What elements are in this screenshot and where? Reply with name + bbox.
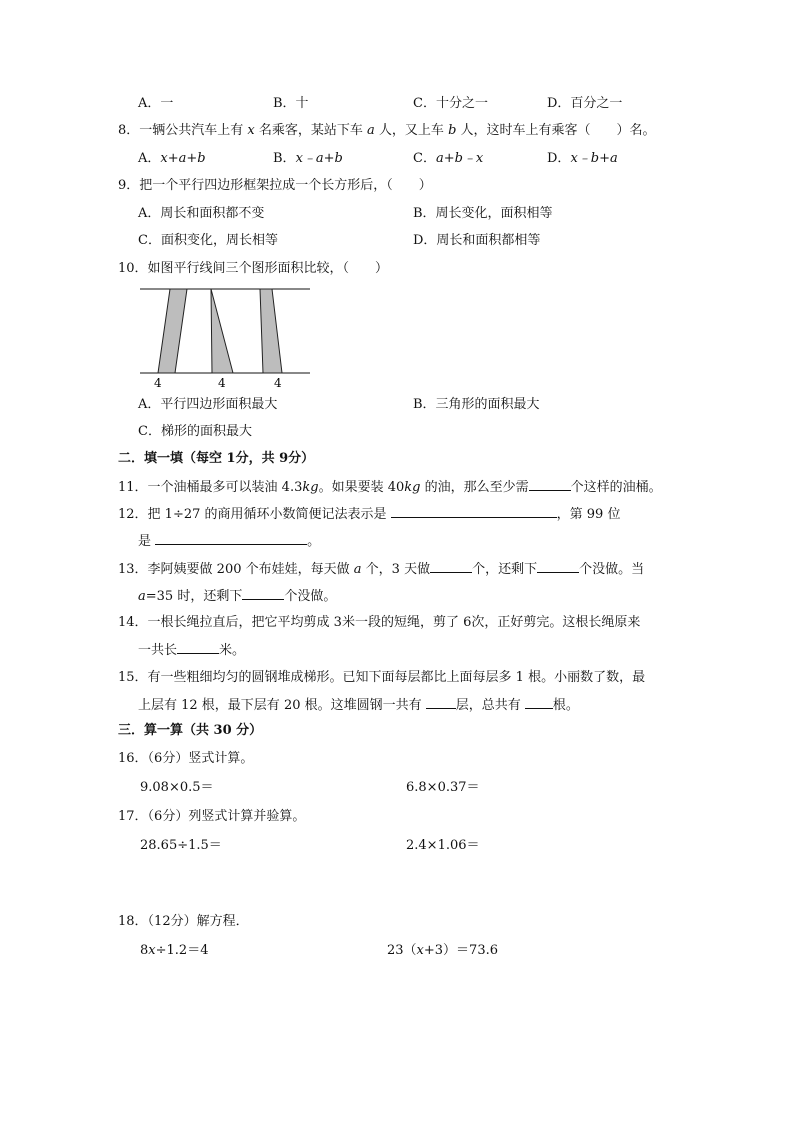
- triangle-shape: [211, 289, 233, 373]
- q10-question: 10．如图平行线间三个图形面积比较，（ ）: [118, 261, 389, 276]
- q16-question: 16．（6分）竖式计算。: [118, 751, 254, 766]
- q8-option-d: D．x﹣b+a: [547, 151, 618, 166]
- q7-option-a: A．一: [138, 96, 174, 111]
- q10-option-c: C．梯形的面积最大: [138, 424, 252, 439]
- q15-answer-blank-2[interactable]: [525, 697, 553, 709]
- parallelogram-shape: [158, 289, 187, 373]
- q8-option-a: A．x+a+b: [138, 151, 206, 166]
- q11-answer-blank[interactable]: [529, 479, 571, 491]
- q12-question: 12．把 1÷27 的商用循环小数简便记法表示是 ，第 99 位: [118, 507, 621, 522]
- q11-question: 11．一个油桶最多可以装油 4.3kg。如果要装 40kg 的油，那么至少需 个这样的油桶。: [118, 480, 662, 495]
- q12-question-line2: 是 。: [138, 534, 321, 549]
- section-3-title: 三．算一算（共 30 分）: [118, 723, 263, 738]
- trapezoid-shape: [260, 289, 282, 373]
- q12-answer-blank-1[interactable]: [391, 506, 557, 518]
- trapezoid-base-label: 4: [274, 376, 282, 389]
- q9-option-b: B．周长变化，面积相等: [413, 206, 553, 221]
- q15-question: 15．有一些粗细均匀的圆钢堆成梯形。已知下面每层都比上面每层多 1 根。小丽数了数，最: [118, 670, 646, 685]
- q14-question: 14．一根长绳拉直后，把它平均剪成 3米一段的短绳，剪了 6次，正好剪完。这根长绳原来: [118, 615, 641, 630]
- q10-parallel-lines-figure: [138, 283, 313, 389]
- q18-question: 18．（12分）解方程．: [118, 914, 249, 929]
- q13-question-line2: a=35 时，还剩下 个没做。: [138, 589, 337, 604]
- q7-option-c: C．十分之一: [413, 96, 488, 111]
- q13-answer-blank-1[interactable]: [430, 561, 472, 573]
- q9-question: 9．把一个平行四边形框架拉成一个长方形后，（ ）: [118, 178, 432, 193]
- q14-question-line2: 一共长 米。: [138, 643, 246, 658]
- q14-answer-blank[interactable]: [177, 642, 219, 654]
- q9-option-a: A．周长和面积都不变: [138, 206, 265, 221]
- q8-question: 8．一辆公共汽车上有 x 名乘客，某站下车 a 人，又上车 b 人，这时车上有乘客（ ）名。: [118, 123, 656, 138]
- parallelogram-base-label: 4: [154, 376, 162, 389]
- q12-answer-blank-2[interactable]: [155, 533, 307, 545]
- q15-answer-blank-1[interactable]: [426, 697, 456, 709]
- q9-option-c: C．面积变化，周长相等: [138, 233, 278, 248]
- q17-item-1: 28.65÷1.5＝: [140, 838, 222, 853]
- q17-question: 17．（6分）列竖式计算并验算。: [118, 809, 306, 824]
- q16-item-2: 6.8×0.37＝: [406, 780, 480, 795]
- q15-question-line2: 上层有 12 根，最下层有 20 根。这堆圆钢一共有 层，总共有 根。: [138, 698, 579, 713]
- q10-option-b: B．三角形的面积最大: [413, 397, 540, 412]
- q13-answer-blank-2[interactable]: [537, 561, 579, 573]
- q10-option-a: A．平行四边形面积最大: [138, 397, 278, 412]
- q13-question: 13．李阿姨要做 200 个布娃娃，每天做 a 个，3 天做 个，还剩下 个没做。当: [118, 562, 645, 577]
- q8-option-c: C．a+b﹣x: [413, 151, 484, 166]
- q18-equation-2: 23（x+3）＝73.6: [387, 943, 498, 958]
- q7-option-b: B．十: [273, 96, 309, 111]
- section-2-title: 二．填一填（每空 1分，共 9分）: [118, 451, 315, 466]
- q7-option-d: D．百分之一: [547, 96, 623, 111]
- q18-equation-1: 8x÷1.2＝4: [140, 943, 209, 958]
- q9-option-d: D．周长和面积都相等: [413, 233, 541, 248]
- q16-item-1: 9.08×0.5＝: [140, 780, 214, 795]
- triangle-base-label: 4: [218, 376, 226, 389]
- q13-answer-blank-3[interactable]: [242, 588, 284, 600]
- q17-item-2: 2.4×1.06＝: [406, 838, 480, 853]
- q8-option-b: B．x﹣a+b: [273, 151, 343, 166]
